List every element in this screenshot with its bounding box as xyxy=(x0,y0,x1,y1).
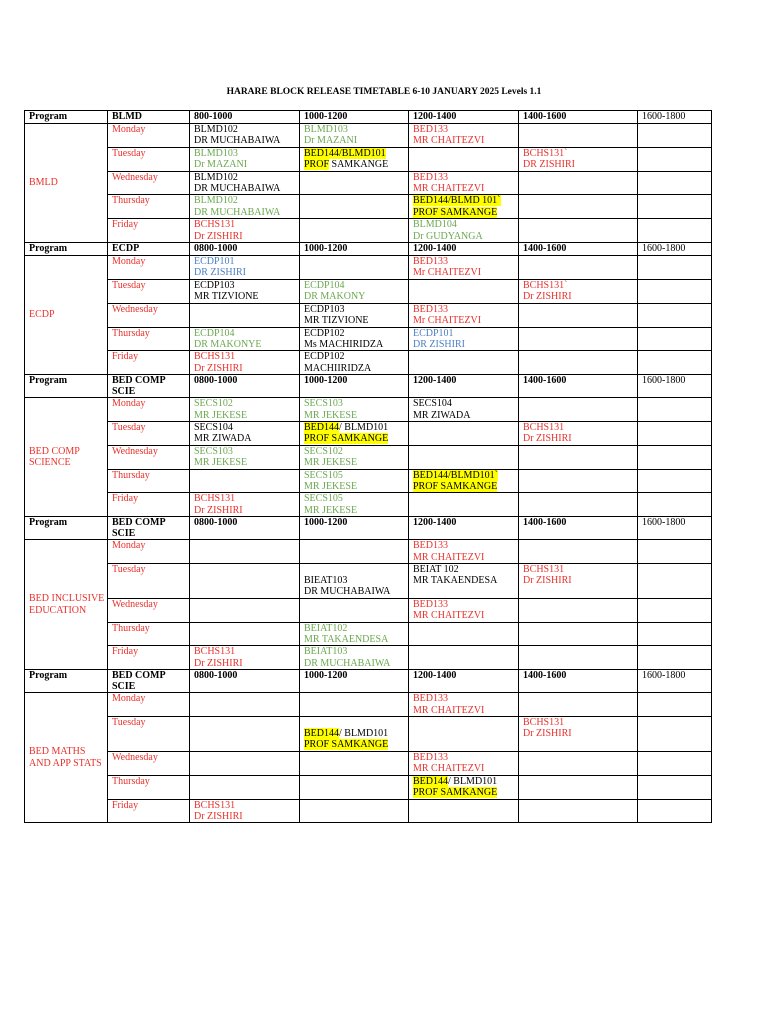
class-cell xyxy=(638,775,712,799)
section-header-row xyxy=(25,111,712,124)
class-cell xyxy=(519,351,638,375)
day-label: Tuesday xyxy=(108,421,190,445)
table-row xyxy=(25,219,712,243)
class-cell: ECDP102 MACHIIRIDZA xyxy=(300,351,409,375)
header-cell: 1000-1200 xyxy=(300,670,409,693)
program-name: BED MATHS AND APP STATS xyxy=(25,693,108,823)
day-label: Monday xyxy=(108,693,190,717)
class-cell xyxy=(638,256,712,280)
class-cell xyxy=(300,598,409,622)
class-cell: SECS104 MR ZIWADA xyxy=(190,421,300,445)
day-label: Friday xyxy=(108,351,190,375)
class-cell xyxy=(409,445,519,469)
table-row xyxy=(25,398,712,422)
class-cell xyxy=(638,693,712,717)
day-label: Wednesday xyxy=(108,751,190,775)
day-label: Tuesday xyxy=(108,564,190,599)
class-cell: BEIAT102 MR TAKAENDESA xyxy=(300,622,409,646)
table-row xyxy=(25,195,712,219)
class-cell xyxy=(300,775,409,799)
header-cell: 1600-1800 xyxy=(638,670,712,693)
class-cell xyxy=(409,622,519,646)
class-cell: BCHS131 Dr ZISHIRI xyxy=(190,493,300,517)
class-cell xyxy=(638,124,712,148)
class-cell xyxy=(519,775,638,799)
class-cell: BCHS131 Dr ZISHIRI xyxy=(519,564,638,599)
class-cell xyxy=(519,598,638,622)
day-label: Friday xyxy=(108,219,190,243)
header-cell: Program xyxy=(25,670,108,693)
table-row xyxy=(25,303,712,327)
class-cell xyxy=(519,327,638,351)
table-row xyxy=(25,171,712,195)
class-cell xyxy=(409,717,519,752)
day-label: Tuesday xyxy=(108,147,190,171)
table-row xyxy=(25,469,712,493)
class-cell xyxy=(519,493,638,517)
day-label: Thursday xyxy=(108,775,190,799)
header-cell: 1400-1600 xyxy=(519,670,638,693)
class-cell: SECS105 MR JEKESE xyxy=(300,469,409,493)
day-label: Monday xyxy=(108,124,190,148)
header-cell: 0800-1000 xyxy=(190,243,300,256)
day-label: Thursday xyxy=(108,469,190,493)
header-cell: 1200-1400 xyxy=(409,375,519,398)
class-cell xyxy=(300,195,409,219)
class-cell: BLMD102 DR MUCHABAIWA xyxy=(190,171,300,195)
header-cell: 0800-1000 xyxy=(190,517,300,540)
class-cell: BED133 Mr CHAITEZVI xyxy=(409,256,519,280)
class-cell xyxy=(519,693,638,717)
class-cell: BLMD102 DR MUCHABAIWA xyxy=(190,124,300,148)
class-cell xyxy=(300,219,409,243)
header-cell: Program xyxy=(25,517,108,540)
class-cell xyxy=(638,351,712,375)
class-cell xyxy=(638,598,712,622)
section-header-row xyxy=(25,670,712,693)
page-title: HARARE BLOCK RELEASE TIMETABLE 6-10 JANUARY 2025 Levels 1.1 xyxy=(226,87,542,97)
class-cell xyxy=(519,256,638,280)
class-cell xyxy=(638,279,712,303)
class-cell xyxy=(190,622,300,646)
class-cell xyxy=(519,540,638,564)
class-cell: BCHS131 Dr ZISHIRI xyxy=(190,799,300,823)
class-cell xyxy=(190,540,300,564)
day-label: Wednesday xyxy=(108,303,190,327)
class-cell xyxy=(409,646,519,670)
class-cell xyxy=(638,469,712,493)
program-name: ECDP xyxy=(25,256,108,375)
class-cell: BLMD104 Dr GUDYANGA xyxy=(409,219,519,243)
class-cell: BED144/BLMD101 PROF SAMKANGE xyxy=(300,147,409,171)
class-cell: BED144/ BLMD101 PROF SAMKANGE xyxy=(409,775,519,799)
day-label: Wednesday xyxy=(108,598,190,622)
class-cell xyxy=(409,279,519,303)
class-cell: SECS102 MR JEKESE xyxy=(190,398,300,422)
class-cell xyxy=(638,717,712,752)
table-row xyxy=(25,256,712,280)
header-cell: 1200-1400 xyxy=(409,670,519,693)
day-label: Tuesday xyxy=(108,279,190,303)
class-cell xyxy=(519,195,638,219)
class-cell xyxy=(638,540,712,564)
section-header-row xyxy=(25,517,712,540)
class-cell xyxy=(519,171,638,195)
class-cell xyxy=(409,421,519,445)
day-label: Friday xyxy=(108,493,190,517)
class-cell xyxy=(409,493,519,517)
class-cell xyxy=(638,799,712,823)
class-cell: BCHS131 Dr ZISHIRI xyxy=(190,646,300,670)
table-row xyxy=(25,147,712,171)
header-cell: BLMD xyxy=(108,111,190,124)
class-cell: BCHS131` DR ZISHIRI xyxy=(519,147,638,171)
table-row xyxy=(25,445,712,469)
header-cell: 1200-1400 xyxy=(409,517,519,540)
header-cell: 1600-1800 xyxy=(638,111,712,124)
header-cell: BED COMP SCIE xyxy=(108,375,190,398)
day-label: Wednesday xyxy=(108,445,190,469)
class-cell xyxy=(190,469,300,493)
class-cell: ECDP101 DR ZISHIRI xyxy=(190,256,300,280)
day-label: Thursday xyxy=(108,195,190,219)
table-row xyxy=(25,693,712,717)
class-cell xyxy=(519,303,638,327)
header-cell: 1000-1200 xyxy=(300,243,409,256)
class-cell xyxy=(519,799,638,823)
class-cell xyxy=(409,147,519,171)
class-cell: BLMD103 Dr MAZANI xyxy=(190,147,300,171)
class-cell: ECDP102 Ms MACHIRIDZA xyxy=(300,327,409,351)
table-row xyxy=(25,421,712,445)
day-label: Tuesday xyxy=(108,717,190,752)
class-cell xyxy=(300,799,409,823)
class-cell xyxy=(519,622,638,646)
table-row xyxy=(25,775,712,799)
header-cell: Program xyxy=(25,243,108,256)
table-row xyxy=(25,646,712,670)
header-cell: 1000-1200 xyxy=(300,111,409,124)
class-cell: BED133 MR CHAITEZVI xyxy=(409,171,519,195)
header-cell: 1600-1800 xyxy=(638,243,712,256)
class-cell: BCHS131 Dr ZISHIRI xyxy=(519,717,638,752)
table-row xyxy=(25,327,712,351)
table-row xyxy=(25,351,712,375)
day-label: Wednesday xyxy=(108,171,190,195)
header-cell: 800-1000 xyxy=(190,111,300,124)
header-cell: ECDP xyxy=(108,243,190,256)
class-cell: BLMD102 DR MUCHABAIWA xyxy=(190,195,300,219)
header-cell: 1400-1600 xyxy=(519,111,638,124)
class-cell: BED144/BLMD101` PROF SAMKANGE xyxy=(409,469,519,493)
day-label: Monday xyxy=(108,256,190,280)
table-row xyxy=(25,717,712,752)
header-cell: 1200-1400 xyxy=(409,243,519,256)
class-cell: SECS105 MR JEKESE xyxy=(300,493,409,517)
class-cell xyxy=(519,751,638,775)
class-cell: BEIAT 102 MR TAKAENDESA xyxy=(409,564,519,599)
class-cell xyxy=(190,775,300,799)
class-cell: BED133 MR CHAITEZVI xyxy=(409,751,519,775)
header-cell: Program xyxy=(25,375,108,398)
class-cell xyxy=(190,598,300,622)
class-cell xyxy=(519,398,638,422)
header-cell: Program xyxy=(25,111,108,124)
class-cell xyxy=(638,303,712,327)
table-row xyxy=(25,124,712,148)
class-cell xyxy=(190,717,300,752)
class-cell xyxy=(190,751,300,775)
class-cell: ECDP103 MR TIZVIONE xyxy=(300,303,409,327)
day-label: Friday xyxy=(108,646,190,670)
class-cell xyxy=(300,751,409,775)
class-cell xyxy=(638,445,712,469)
section-header-row xyxy=(25,375,712,398)
header-cell: 1600-1800 xyxy=(638,375,712,398)
table-row xyxy=(25,493,712,517)
class-cell: BED133 Mr CHAITEZVI xyxy=(409,303,519,327)
class-cell: ECDP103 MR TIZVIONE xyxy=(190,279,300,303)
class-cell: BED144/ BLMD101 PROF SAMKANGE xyxy=(300,717,409,752)
table-row xyxy=(25,279,712,303)
day-label: Monday xyxy=(108,398,190,422)
class-cell xyxy=(638,493,712,517)
class-cell: BCHS131 Dr ZISHIRI xyxy=(190,219,300,243)
section-header-row xyxy=(25,243,712,256)
class-cell: BED133 MR CHAITEZVI xyxy=(409,540,519,564)
table-row xyxy=(25,564,712,599)
class-cell xyxy=(638,622,712,646)
header-cell: 0800-1000 xyxy=(190,670,300,693)
day-label: Friday xyxy=(108,799,190,823)
class-cell xyxy=(638,327,712,351)
header-cell: 1600-1800 xyxy=(638,517,712,540)
class-cell xyxy=(519,646,638,670)
class-cell xyxy=(190,303,300,327)
class-cell xyxy=(638,195,712,219)
class-cell: BCHS131 Dr ZISHIRI xyxy=(519,421,638,445)
header-cell: 0800-1000 xyxy=(190,375,300,398)
day-label: Thursday xyxy=(108,622,190,646)
program-name: BED INCLUSIVE EDUCATION xyxy=(25,540,108,670)
class-cell: BEIAT103 DR MUCHABAIWA xyxy=(300,646,409,670)
class-cell: BCHS131 Dr ZISHIRI xyxy=(190,351,300,375)
timetable xyxy=(24,110,712,823)
class-cell: BED144/BLMD 101` PROF SAMKANGE xyxy=(409,195,519,219)
class-cell xyxy=(519,445,638,469)
class-cell xyxy=(300,540,409,564)
class-cell xyxy=(638,219,712,243)
class-cell xyxy=(190,693,300,717)
program-name: BED COMP SCIENCE xyxy=(25,398,108,517)
class-cell: ECDP104 DR MAKONY xyxy=(300,279,409,303)
class-cell xyxy=(300,171,409,195)
class-cell: SECS103 MR JEKESE xyxy=(300,398,409,422)
header-cell: BED COMP SCIE xyxy=(108,670,190,693)
class-cell xyxy=(190,564,300,599)
header-cell: 1000-1200 xyxy=(300,375,409,398)
header-cell: 1400-1600 xyxy=(519,375,638,398)
class-cell xyxy=(409,799,519,823)
class-cell xyxy=(638,564,712,599)
class-cell xyxy=(638,421,712,445)
class-cell xyxy=(409,351,519,375)
class-cell: BED133 MR CHAITEZVI xyxy=(409,598,519,622)
class-cell: BCHS131` Dr ZISHIRI xyxy=(519,279,638,303)
class-cell: ECDP101 DR ZISHIRI xyxy=(409,327,519,351)
day-label: Thursday xyxy=(108,327,190,351)
class-cell xyxy=(638,171,712,195)
class-cell xyxy=(519,124,638,148)
class-cell: BED133 MR CHAITEZVI xyxy=(409,693,519,717)
header-cell: 1000-1200 xyxy=(300,517,409,540)
class-cell: SECS102 MR JEKESE xyxy=(300,445,409,469)
class-cell: SECS104 MR ZIWADA xyxy=(409,398,519,422)
class-cell xyxy=(638,646,712,670)
class-cell: BIEAT103 DR MUCHABAIWA xyxy=(300,564,409,599)
table-row xyxy=(25,598,712,622)
class-cell xyxy=(638,398,712,422)
class-cell xyxy=(519,469,638,493)
header-cell: 1400-1600 xyxy=(519,517,638,540)
class-cell: BED144/ BLMD101 PROF SAMKANGE xyxy=(300,421,409,445)
table-row xyxy=(25,799,712,823)
class-cell xyxy=(300,256,409,280)
table-row xyxy=(25,751,712,775)
class-cell: BED133 MR CHAITEZVI xyxy=(409,124,519,148)
class-cell xyxy=(519,219,638,243)
class-cell xyxy=(638,147,712,171)
table-row xyxy=(25,540,712,564)
header-cell: 1400-1600 xyxy=(519,243,638,256)
header-cell: 1200-1400 xyxy=(409,111,519,124)
class-cell xyxy=(300,693,409,717)
class-cell: ECDP104 DR MAKONYE xyxy=(190,327,300,351)
class-cell xyxy=(638,751,712,775)
class-cell: BLMD103 Dr MAZANI xyxy=(300,124,409,148)
header-cell: BED COMP SCIE xyxy=(108,517,190,540)
day-label: Monday xyxy=(108,540,190,564)
program-name: BMLD xyxy=(25,124,108,243)
class-cell: SECS103 MR JEKESE xyxy=(190,445,300,469)
table-row xyxy=(25,622,712,646)
